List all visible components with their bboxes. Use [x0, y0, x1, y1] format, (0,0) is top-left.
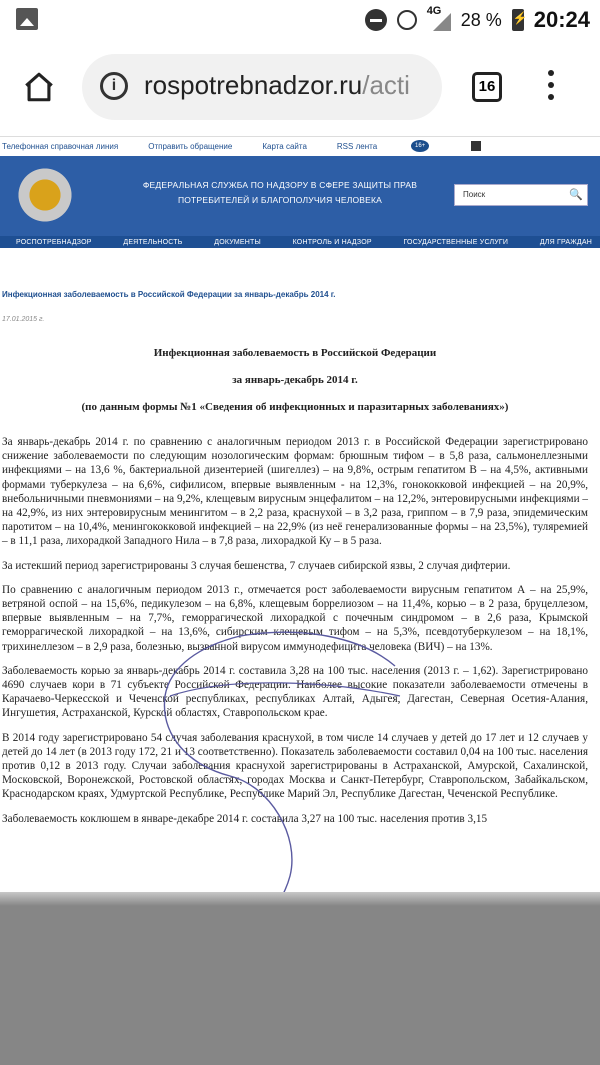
site-title — [130, 178, 430, 208]
gallery-notification-icon — [16, 8, 38, 30]
overflow-menu-icon[interactable] — [548, 70, 556, 104]
article-body — [2, 340, 588, 836]
paragraph-rubella: В 2014 году зарегистрировано 54 случая заболевания краснухой, в том числе 14 случаев у детей до 17 лет и 12 случаев у детей до 14 лет (в 2013 году 172, 21 и 13 соответственно). Показатель заболеваемости составил 0,04 на 100 тыс. населения против 0,12 в 2013 году. Случаи заболевания краснухой зарегистрированы в Астраханской, Амурской, Сахалинской, Московской, Воронежской, Ростовской областях, городах Москва и Санкт-Петербург, Ставропольском, Забайкальском, Краснодарском краях, Удмуртской Республике, Республике Марий Эл, Республике Дагестан, Чеченской Республике. — [2, 731, 588, 801]
home-button[interactable] — [22, 70, 56, 104]
web-page — [0, 136, 600, 1065]
site-title-line1: ФЕДЕРАЛЬНАЯ СЛУЖБА ПО НАДЗОРУ В СФЕРЕ ЗАЩИТЫ ПРАВ — [142, 180, 418, 190]
qr-code-icon[interactable] — [471, 141, 481, 151]
site-header-banner — [0, 156, 600, 236]
home-icon — [22, 70, 56, 104]
article-heading-3: (по данным формы №1 «Сведения об инфекционных и паразитарных заболеваниях») — [81, 401, 509, 413]
link-send-appeal[interactable]: Отправить обращение — [148, 141, 233, 151]
nav-gov-services[interactable]: ГОСУДАРСТВЕННЫЕ УСЛУГИ — [403, 238, 509, 246]
tab-switcher-button[interactable]: 16 — [472, 72, 502, 102]
nav-for-citizens[interactable]: ДЛЯ ГРАЖДАН — [539, 238, 592, 246]
battery-charging-icon — [512, 9, 524, 31]
paragraph-rabies: За истекший период зарегистрированы 3 случая бешенства, 7 случаев сибирской язвы, 2 случая дифтерии. — [2, 559, 511, 572]
article-heading-2: за январь-декабрь 2014 г. — [232, 374, 358, 386]
nav-rospotrebnadzor[interactable]: РОСПОТРЕБНАДЗОР — [16, 238, 92, 246]
site-info-icon[interactable]: i — [100, 72, 128, 100]
search-placeholder: Поиск — [463, 190, 486, 199]
coat-of-arms-logo[interactable] — [14, 164, 76, 226]
address-bar[interactable] — [82, 54, 442, 120]
article-heading-1: Инфекционная заболеваемость в Российской Федерации — [153, 347, 437, 359]
paragraph-decrease: За январь-декабрь 2014 г. по сравнению с аналогичным периодом 2013 г. в Российской Федерации зарегистрировано снижение заболеваемости по следующим нозологическим формам: брюшным тифом – в 5,8 раза, сальмонеллезными инфекциями – на 13,6 %, бактериальной дизентерией (шигеллез) – на 9,8%, острым гепатитом В – на 4,5%, активными формами туберкулеза – на 6,6%, сифилисом, впервые выявленным - на 12,3%, гонококковой инфекцией – на 20,9%, внебольничными пневмониями – на 9,2%, клещевым вирусным энцефалитом – на 12,2%, энтеровирусными инфекциями – на 42,9%, из них энтеровирусным менингитом – в 2,2 раза, краснухой – в 3,2 раза, гриппом – в 7,9 раза, эпидемическим паротитом – на 10,4%, менингококковой инфекцией – на 22,9% (из неё генерализованные формы – на 23,5%), туляремией – в 11,1 раза, лихорадкой Западного Нила – в 7,8 раза, лихорадкой Ку – в 5 раза. — [2, 436, 588, 548]
do-not-disturb-icon — [365, 9, 387, 31]
status-bar — [0, 0, 600, 40]
nav-control[interactable]: КОНТРОЛЬ И НАДЗОР — [292, 238, 372, 246]
status-icons — [365, 6, 590, 34]
site-title-line2: ПОТРЕБИТЕЛЕЙ И БЛАГОПОЛУЧИЯ ЧЕЛОВЕКА — [177, 195, 383, 205]
url-path: /acti — [362, 70, 410, 100]
paragraph-increase: По сравнению с аналогичным периодом 2013 г., отмечается рост заболеваемости вирусным гепатитом А – на 25,9%, ветряной оспой – на 15,6%, педикулезом – на 6,8%, клещевым боррелиозом – на 11,4%, корью – в 2 раза, бруцеллезом, впервые выявленным – на 7,7%, геморрагической лихорадкой с почечным синдромом – в 2,6 раза, Крымской геморрагической лихорадкой – на 13,6%, сибирским клещевым тифом – на 5,3%, псевдотуберкулезом – на 18,1%, трихинеллезом – в 2,9 раза, болезнью, вызванной вирусом иммунодефицита человека (ВИЧ) – на 13%. — [2, 583, 588, 653]
url-host: rospotrebnadzor.ru — [144, 70, 363, 100]
main-nav — [0, 236, 600, 248]
link-sitemap[interactable]: Карта сайта — [262, 141, 307, 151]
paragraph-pertussis: Заболеваемость коклюшем в январе-декабре 2014 г. составила 3,27 на 100 тыс. населения против 3,15 — [2, 812, 488, 825]
url-text[interactable] — [144, 70, 434, 101]
signal-icon — [426, 5, 451, 31]
search-icon[interactable]: 🔍 — [569, 189, 583, 201]
alarm-icon — [397, 10, 417, 30]
screen-overlay — [0, 892, 600, 1065]
site-search-input[interactable] — [454, 184, 588, 206]
age-rating-badge: 16+ — [411, 140, 429, 152]
paragraph-measles: Заболеваемость корью за январь-декабрь 2014 г. составила 3,28 на 100 тыс. населения (2013 г. – 1,62). Зарегистрировано 4690 случаев кори в 71 субъекте Российской Федерации. Наиболее высокие показатели заболеваемости отмечены в Карачаево-Черкесской и Чеченской республиках, республиках Алтай, Адыгея, Дагестан, Северная Осетия-Алания, Ингушетия, Астраханской, Курской областях, Ставропольском крае. — [2, 664, 588, 720]
battery-percent: 28 % — [460, 9, 502, 30]
link-rss[interactable]: RSS лента — [336, 141, 378, 151]
nav-documents[interactable]: ДОКУМЕНТЫ — [214, 238, 261, 246]
network-type: 4G — [426, 5, 442, 17]
top-links — [0, 136, 600, 156]
clock: 20:24 — [533, 7, 590, 32]
link-hotline[interactable]: Телефонная справочная линия — [2, 141, 119, 151]
nav-activity[interactable]: ДЕЯТЕЛЬНОСТЬ — [123, 238, 183, 246]
article-link-title[interactable]: Инфекционная заболеваемость в Российской Федерации за январь-декабрь 2014 г. — [2, 290, 336, 299]
browser-toolbar — [0, 40, 600, 137]
article-date: 17.01.2015 г. — [2, 316, 45, 323]
